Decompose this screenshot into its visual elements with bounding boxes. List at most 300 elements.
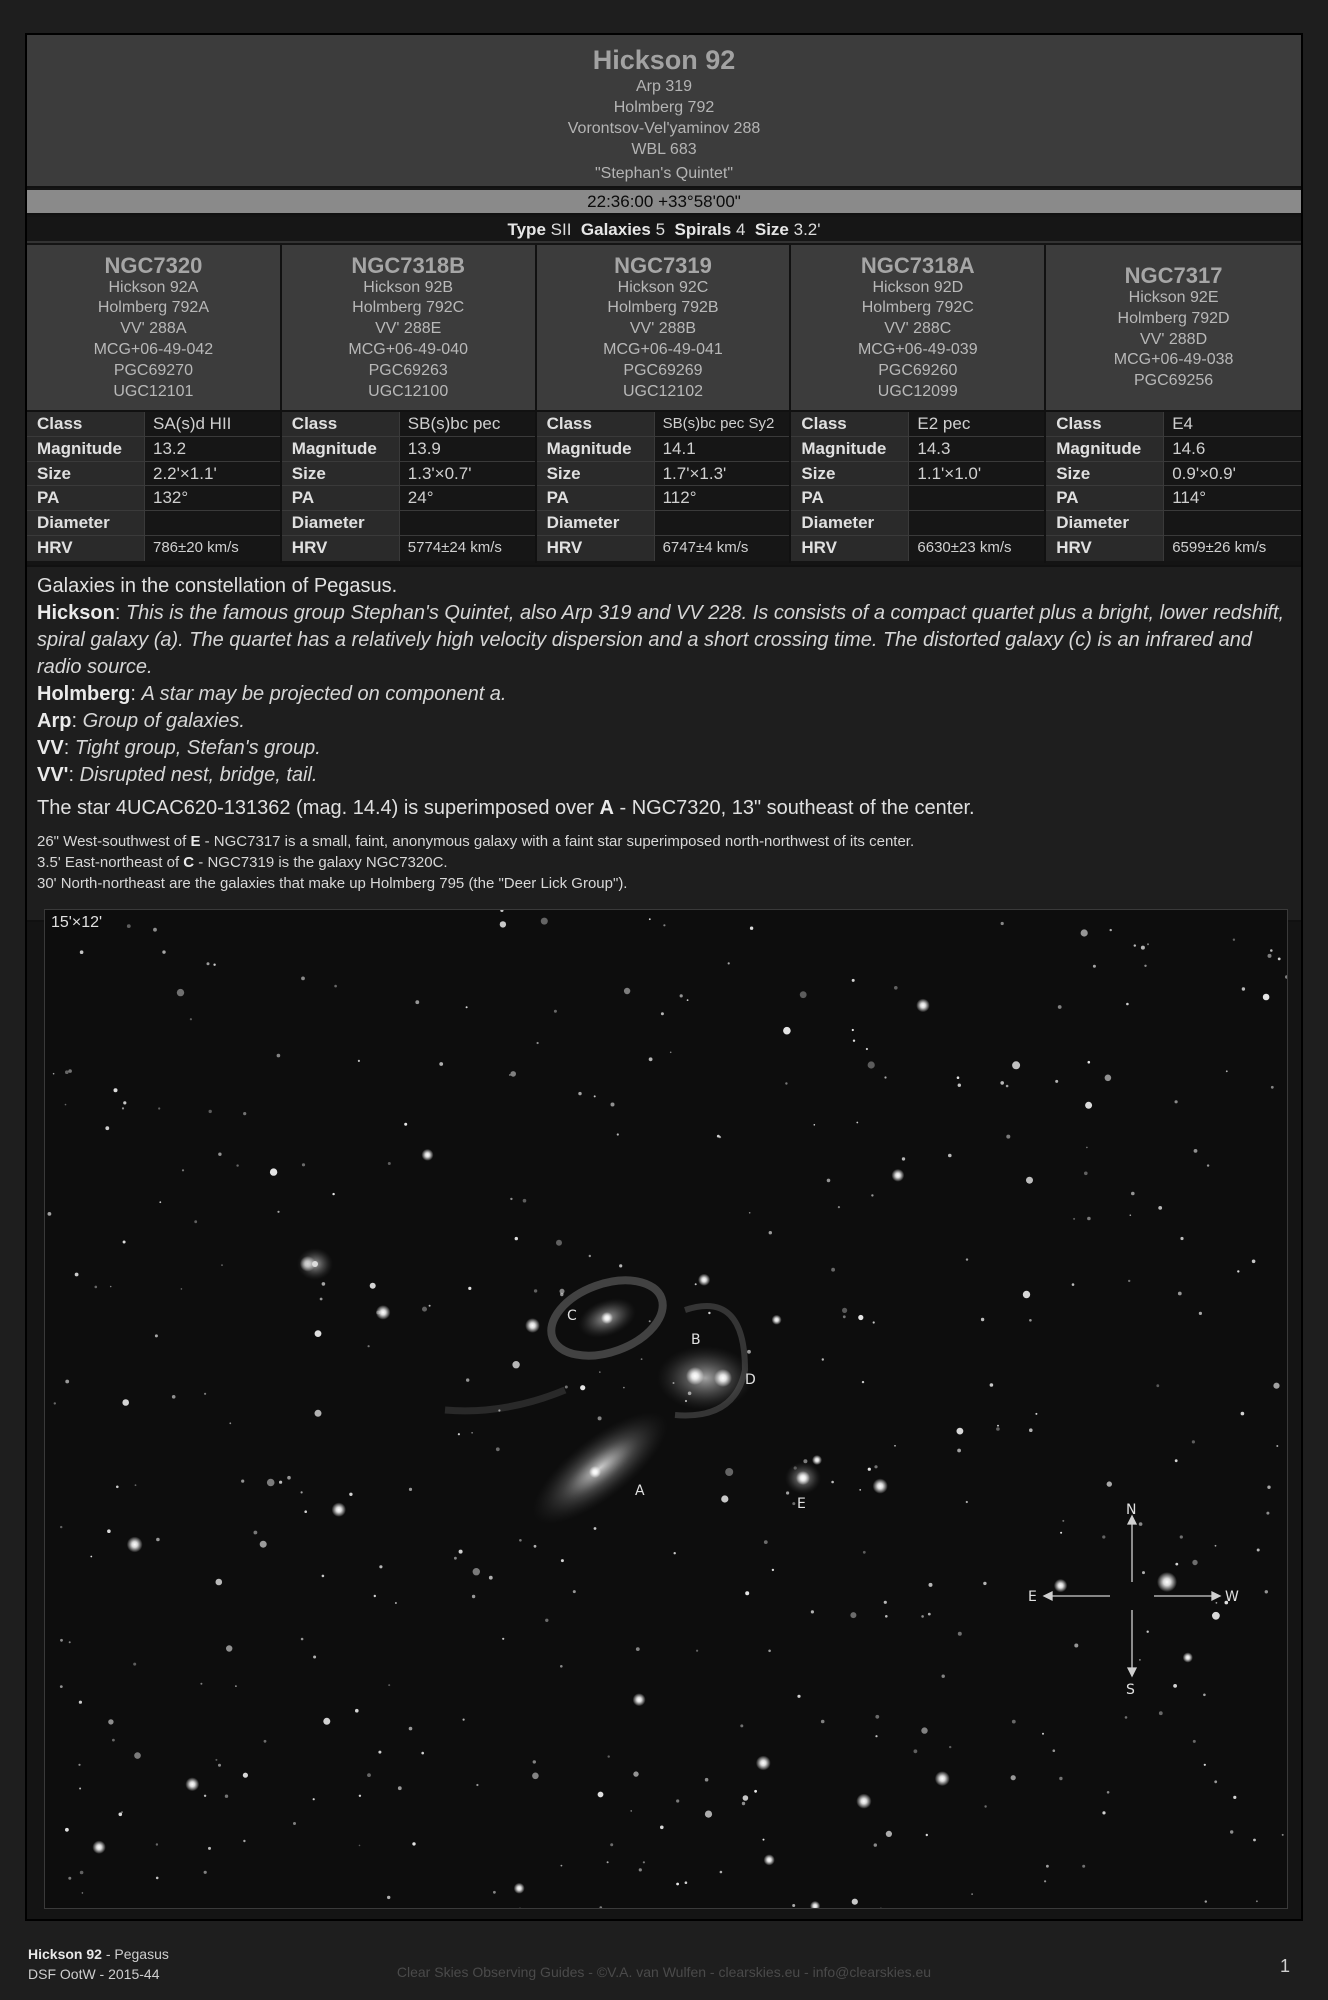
- background-star: [756, 1756, 771, 1771]
- background-star: [783, 1027, 791, 1035]
- galaxy-row-class: [1046, 412, 1301, 437]
- galaxy-header: [282, 245, 535, 412]
- galaxy-alt-name: UGC12102: [622, 382, 704, 400]
- row-value: 13.9: [400, 437, 535, 461]
- row-value: 1.7'×1.3': [655, 462, 790, 486]
- background-star: [313, 1656, 316, 1659]
- background-star: [121, 1811, 123, 1813]
- background-star: [1278, 958, 1281, 961]
- background-star: [1180, 1237, 1183, 1240]
- note1-post: - NGC7317 is a small, faint, anonymous galaxy with a faint star superimposed north-northwest of its center.: [200, 833, 915, 850]
- background-star: [315, 1330, 322, 1337]
- row-value: 14.3: [909, 437, 1044, 461]
- background-star: [229, 1422, 231, 1424]
- background-star: [1139, 1659, 1141, 1661]
- background-star: [1126, 1003, 1129, 1006]
- background-star: [1276, 1445, 1278, 1447]
- row-value: 786±20 km/s: [145, 536, 280, 561]
- note2-bold: C: [183, 854, 195, 871]
- row-label: Magnitude: [537, 437, 655, 461]
- galaxy-alt-name: PGC69270: [113, 361, 193, 379]
- type-label: Type: [507, 220, 546, 239]
- background-star: [270, 1168, 277, 1175]
- background-star: [1102, 1811, 1105, 1814]
- background-star: [1006, 1135, 1010, 1139]
- type-value: SII: [550, 220, 572, 239]
- footer-object: Hickson 92: [28, 1946, 102, 1962]
- background-star: [496, 1447, 500, 1451]
- background-star: [619, 1264, 622, 1267]
- background-star: [958, 1084, 961, 1087]
- background-star: [594, 1095, 596, 1097]
- background-star: [421, 1752, 424, 1755]
- row-value: 0.9'×0.9': [1164, 462, 1301, 486]
- background-star: [48, 1212, 52, 1216]
- background-star: [95, 1286, 98, 1289]
- background-star: [633, 1693, 646, 1706]
- background-star: [643, 1861, 645, 1863]
- label-b: B: [691, 1332, 701, 1348]
- background-star: [831, 1481, 834, 1484]
- background-star: [243, 1840, 245, 1842]
- background-star: [301, 977, 305, 981]
- background-star: [1085, 1102, 1092, 1109]
- background-star: [1237, 1270, 1239, 1272]
- background-star: [1159, 1711, 1163, 1715]
- background-star: [287, 1476, 291, 1480]
- background-star: [957, 1076, 960, 1079]
- galaxy-row-class: [27, 412, 280, 437]
- background-star: [277, 1054, 281, 1058]
- galaxy-alt-name: Hickson 92C: [617, 278, 709, 296]
- background-star: [1271, 1086, 1274, 1089]
- row-value: [909, 486, 1044, 510]
- row-label: Class: [791, 412, 909, 436]
- background-star: [323, 1718, 330, 1725]
- galaxy-alt-name: Hickson 92A: [108, 278, 199, 296]
- background-star: [792, 1904, 795, 1907]
- background-star: [502, 1638, 504, 1640]
- row-label: HRV: [791, 536, 909, 561]
- background-star: [1072, 1283, 1075, 1286]
- galaxy-alt-name: VV' 288D: [1140, 330, 1208, 348]
- background-star: [398, 1786, 402, 1790]
- background-star: [301, 1638, 304, 1641]
- background-star: [514, 1883, 525, 1894]
- background-star: [135, 1484, 137, 1486]
- row-value: 2.2'×1.1': [145, 462, 280, 486]
- background-star: [949, 1746, 951, 1748]
- background-star: [409, 1727, 413, 1731]
- background-star: [831, 1268, 835, 1272]
- background-star: [1130, 1214, 1132, 1216]
- background-star: [594, 1527, 597, 1530]
- background-star: [65, 1380, 69, 1384]
- background-star: [65, 1070, 69, 1074]
- background-star: [1216, 1602, 1218, 1604]
- background-star: [914, 1749, 918, 1753]
- background-star: [267, 1479, 275, 1487]
- background-star: [515, 1237, 518, 1240]
- galaxy-row-size: [791, 462, 1044, 487]
- star-note-bold: A: [599, 797, 614, 819]
- guide-sheet: [25, 33, 1303, 1921]
- galaxy-row-pa: [282, 486, 535, 511]
- background-star: [510, 1198, 512, 1200]
- galaxy-alt-name: Holmberg 792D: [1117, 309, 1230, 327]
- background-star: [560, 1289, 565, 1294]
- background-star: [852, 1899, 858, 1905]
- background-star: [649, 918, 651, 920]
- galaxy-column: [27, 245, 282, 563]
- background-star: [1199, 1312, 1202, 1315]
- background-star: [649, 1057, 653, 1061]
- galaxy-row-size: [27, 462, 280, 487]
- object-title: Hickson 92: [592, 45, 736, 75]
- background-star: [1193, 1740, 1196, 1743]
- background-star: [996, 1427, 1000, 1431]
- coordinates-bar: 22:36:00 +33°58'00": [27, 190, 1301, 215]
- background-star: [1012, 1720, 1016, 1724]
- background-star: [235, 1685, 237, 1687]
- alt-name: Vorontsov-Vel'yaminov 288: [567, 120, 761, 137]
- background-star: [838, 1206, 840, 1208]
- background-star: [630, 1810, 632, 1812]
- background-star: [1203, 1694, 1206, 1697]
- background-star: [122, 1107, 124, 1109]
- background-star: [1204, 1764, 1206, 1766]
- background-star: [871, 1194, 873, 1196]
- background-star: [1053, 1749, 1056, 1752]
- row-value: SB(s)bc pec: [400, 412, 535, 436]
- background-star: [1205, 1900, 1207, 1902]
- galaxy-row-class: [791, 412, 1044, 437]
- background-star: [254, 1531, 258, 1535]
- background-star: [916, 999, 930, 1013]
- background-star: [1128, 1280, 1130, 1282]
- background-star: [489, 1576, 493, 1580]
- background-star: [409, 1488, 412, 1491]
- background-star: [885, 1615, 888, 1618]
- background-star: [884, 1076, 886, 1078]
- observing-note: 30' North-northeast are the galaxies that make up Holmberg 795 (the "Deer Lick Group").: [37, 875, 628, 892]
- background-star: [302, 1163, 305, 1166]
- compass-e: E: [1028, 1589, 1037, 1605]
- background-star: [921, 1615, 924, 1618]
- background-star: [534, 1289, 537, 1292]
- background-star: [772, 1315, 782, 1325]
- background-star: [600, 1906, 603, 1909]
- background-star: [720, 1871, 723, 1874]
- background-star: [705, 1811, 712, 1818]
- background-star: [1131, 1192, 1135, 1196]
- background-star: [53, 1073, 55, 1075]
- galaxy-header: [537, 245, 790, 412]
- background-star: [60, 1526, 62, 1528]
- star-note: [37, 795, 1291, 822]
- background-star: [660, 1826, 664, 1830]
- background-star: [868, 1061, 875, 1068]
- vv2-label: VV': [37, 764, 69, 786]
- row-label: Magnitude: [27, 437, 145, 461]
- galaxy-name: NGC7319: [614, 252, 712, 278]
- background-star: [293, 1822, 296, 1825]
- galaxy-alt-name: MCG+06-49-042: [93, 341, 214, 358]
- background-star: [208, 1847, 211, 1850]
- observing-note: [37, 831, 1291, 852]
- background-star: [1107, 1481, 1112, 1486]
- galaxy-name: NGC7320: [104, 252, 203, 278]
- galaxy-row-pa: [1046, 486, 1301, 511]
- background-star: [509, 1074, 511, 1076]
- background-star: [935, 1771, 950, 1786]
- row-value: 6747±4 km/s: [655, 536, 790, 561]
- galaxy-alt-name: Holmberg 792C: [861, 299, 974, 317]
- vv2-text: Disrupted nest, bridge, tail.: [79, 764, 318, 786]
- background-star: [728, 962, 730, 964]
- background-star: [617, 1133, 619, 1135]
- background-star: [54, 1402, 56, 1404]
- background-star: [894, 1445, 896, 1447]
- background-star: [1001, 922, 1004, 925]
- background-star: [472, 1595, 475, 1598]
- background-star: [821, 1720, 825, 1724]
- star-note-post: - NGC7320, 13" southeast of the center.: [613, 797, 975, 819]
- row-label: Size: [1046, 462, 1164, 486]
- background-star: [769, 1231, 772, 1234]
- object-nickname: "Stephan's Quintet": [594, 165, 734, 182]
- background-star: [1282, 1834, 1284, 1836]
- background-star: [133, 1663, 136, 1666]
- row-label: PA: [282, 486, 400, 510]
- background-star: [853, 1040, 855, 1042]
- background-star: [1058, 1005, 1062, 1009]
- background-star: [966, 1258, 968, 1260]
- background-star: [811, 1610, 814, 1613]
- bright-star: [1157, 1572, 1177, 1592]
- label-e: E: [797, 1496, 806, 1512]
- background-star: [929, 1583, 933, 1587]
- background-star: [200, 1683, 202, 1685]
- hickson-label: Hickson: [37, 602, 115, 624]
- compass-n: N: [1126, 1502, 1137, 1518]
- background-star: [573, 1590, 576, 1593]
- galaxy-alt-name: Holmberg 792C: [352, 299, 465, 317]
- row-label: PA: [537, 486, 655, 510]
- background-star: [493, 1891, 496, 1894]
- galaxy-name: NGC7317: [1124, 263, 1223, 288]
- background-star: [705, 1778, 709, 1782]
- background-star: [1125, 1716, 1128, 1719]
- background-star: [743, 1795, 749, 1801]
- background-star: [301, 1491, 303, 1493]
- background-star: [1026, 1177, 1033, 1184]
- background-star: [243, 1112, 246, 1115]
- background-star: [858, 1315, 863, 1320]
- background-star: [122, 1399, 129, 1406]
- background-star: [519, 1539, 522, 1542]
- compass-s: S: [1126, 1682, 1135, 1698]
- row-value: 112°: [655, 486, 790, 510]
- background-star: [1267, 1486, 1270, 1489]
- background-star: [740, 1724, 743, 1727]
- background-star: [750, 927, 753, 930]
- background-star: [1023, 1291, 1030, 1298]
- background-star: [749, 1212, 751, 1214]
- galaxy-row-diameter: [27, 511, 280, 536]
- row-label: Magnitude: [282, 437, 400, 461]
- background-star: [153, 928, 157, 932]
- row-label: Size: [282, 462, 400, 486]
- background-star: [159, 1201, 161, 1203]
- galaxy-alt-name: MCG+06-49-041: [603, 341, 723, 358]
- background-star: [422, 1307, 427, 1312]
- background-star: [1233, 939, 1235, 941]
- background-star: [304, 1510, 307, 1513]
- background-star: [1081, 929, 1088, 936]
- galaxy-row-hrv: [282, 536, 535, 561]
- background-star: [79, 1701, 82, 1704]
- galaxy-header: [1046, 245, 1301, 412]
- background-star: [721, 1495, 728, 1502]
- row-value: 1.3'×0.7': [400, 462, 535, 486]
- background-star: [886, 1831, 892, 1837]
- galaxy-row-diameter: [1046, 511, 1301, 536]
- background-star: [204, 1871, 207, 1874]
- background-star: [1147, 943, 1149, 945]
- background-star: [525, 1318, 540, 1333]
- note1-bold: E: [190, 833, 201, 850]
- background-star: [181, 1288, 183, 1290]
- background-star: [785, 1082, 787, 1084]
- background-star: [134, 1752, 141, 1759]
- vv-label: VV: [37, 737, 64, 759]
- label-a: A: [635, 1483, 645, 1499]
- background-star: [1158, 1206, 1162, 1210]
- galaxy-row-class: [537, 412, 790, 437]
- background-star: [822, 1358, 824, 1360]
- background-star: [598, 1416, 602, 1420]
- background-star: [533, 1760, 536, 1763]
- background-star: [1059, 1777, 1062, 1780]
- background-star: [422, 1149, 434, 1161]
- background-star: [459, 1550, 463, 1554]
- background-star: [725, 1468, 733, 1476]
- galaxy-row-magnitude: [537, 437, 790, 462]
- background-star: [719, 1136, 721, 1138]
- background-star: [218, 1764, 221, 1767]
- compass-w: W: [1225, 1589, 1239, 1605]
- galaxy-row-class: [282, 412, 535, 437]
- background-star: [218, 1153, 221, 1156]
- background-star: [856, 1794, 871, 1809]
- background-star: [512, 1361, 519, 1368]
- background-star: [607, 1861, 609, 1863]
- background-star: [764, 1854, 775, 1865]
- background-star: [873, 1479, 888, 1494]
- background-star: [856, 1122, 858, 1124]
- label-d: D: [745, 1372, 756, 1388]
- background-star: [981, 1318, 984, 1321]
- background-star: [172, 1395, 176, 1399]
- background-star: [277, 1211, 279, 1213]
- galaxy-row-magnitude: [282, 437, 535, 462]
- background-star: [473, 1568, 480, 1575]
- background-star: [1253, 1839, 1256, 1842]
- background-star: [194, 1220, 197, 1223]
- background-star: [368, 1345, 370, 1347]
- row-value: [909, 511, 1044, 535]
- galaxy-row-pa: [791, 486, 1044, 511]
- background-star: [68, 1069, 72, 1073]
- background-star: [65, 1828, 69, 1832]
- background-star: [114, 1088, 118, 1092]
- background-star: [80, 1871, 84, 1875]
- background-star: [874, 1465, 877, 1468]
- background-star: [792, 1502, 795, 1505]
- background-star: [471, 1432, 473, 1434]
- galaxy-column: [1046, 245, 1301, 563]
- galaxy-row-diameter: [791, 511, 1044, 536]
- background-star: [177, 989, 184, 996]
- background-star: [1230, 1830, 1233, 1833]
- row-label: Class: [537, 412, 655, 436]
- row-value: 114°: [1164, 486, 1301, 510]
- background-star: [676, 1883, 679, 1886]
- background-star: [158, 1107, 160, 1109]
- galaxy-row-hrv: [1046, 536, 1301, 561]
- background-star: [1000, 1081, 1004, 1085]
- alt-name: Arp 319: [635, 78, 693, 95]
- alt-name: Holmberg 792: [613, 99, 715, 116]
- galaxies-value: 5: [655, 220, 666, 239]
- galaxy-alt-name: Hickson 92D: [872, 278, 964, 296]
- background-star: [942, 1675, 945, 1678]
- background-star: [561, 1865, 563, 1867]
- background-star: [80, 950, 84, 954]
- background-star: [1178, 1292, 1182, 1296]
- row-value: 14.1: [655, 437, 790, 461]
- row-label: Size: [791, 462, 909, 486]
- background-star: [663, 924, 665, 926]
- background-star: [1029, 1428, 1033, 1432]
- row-label: Diameter: [1046, 511, 1164, 535]
- background-star: [404, 1123, 407, 1126]
- background-star: [598, 1792, 604, 1798]
- background-star: [1105, 1075, 1112, 1082]
- background-star: [510, 1071, 516, 1077]
- background-star: [863, 1551, 866, 1554]
- background-star: [1268, 954, 1272, 958]
- background-star: [624, 988, 630, 994]
- background-star: [110, 1286, 112, 1288]
- row-label: PA: [791, 486, 909, 510]
- background-star: [466, 1006, 468, 1008]
- galaxy-alt-name: MCG+06-49-038: [1113, 351, 1234, 369]
- background-star: [649, 1320, 651, 1322]
- background-star: [216, 1579, 223, 1586]
- background-star: [90, 1556, 92, 1558]
- background-star: [610, 1843, 613, 1846]
- background-star: [279, 1481, 282, 1484]
- row-label: Magnitude: [791, 437, 909, 461]
- background-star: [1257, 1549, 1260, 1552]
- background-star: [1215, 1545, 1217, 1547]
- background-star: [374, 1595, 376, 1597]
- background-star: [1180, 1535, 1183, 1538]
- background-star: [921, 1727, 927, 1733]
- background-star: [984, 1805, 986, 1807]
